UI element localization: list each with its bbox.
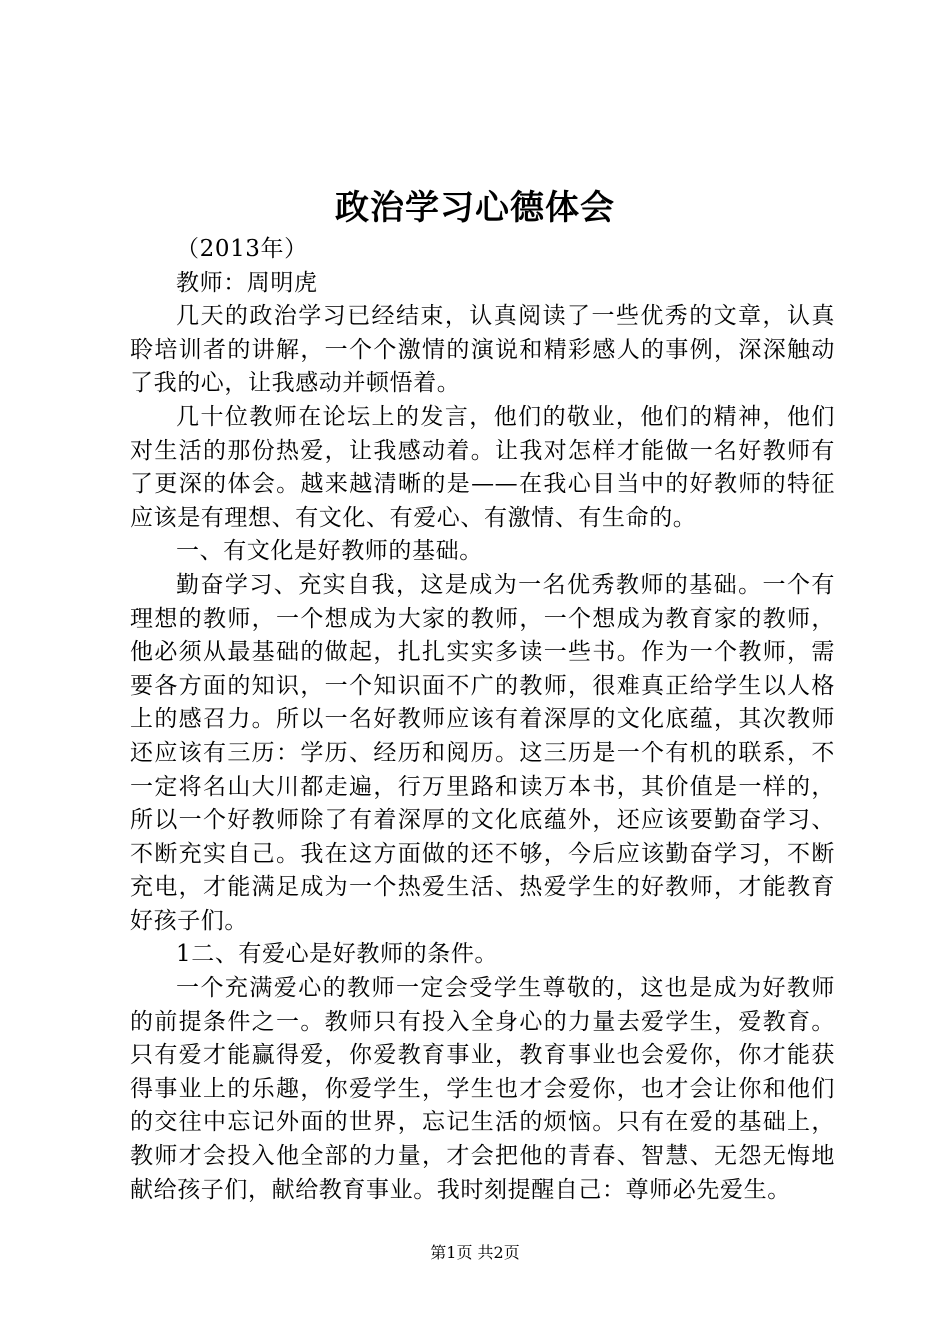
section-heading: 一、有文化是好教师的基础。 — [176, 538, 483, 565]
document-title: 政治学习心德体会 — [335, 188, 615, 228]
year-line: （2013年） — [176, 236, 308, 262]
paragraph: 几十位教师在论坛上的发言，他们的敬业，他们的精神，他们对生活的那份热爱，让我感动着。让我对怎样才能做一名好教师有了更深的体会。越来越清晰的是——在我心目当中的好教师的特征应该是有理想、有文化、有爱心、有激情、有生命的。 — [130, 403, 835, 531]
paragraph: 几天的政治学习已经结束，认真阅读了一些优秀的文章，认真聆培训者的讲解，一个个激情的演说和精彩感人的事例，深深触动了我的心，让我感动并顿悟着。 — [130, 303, 835, 397]
document-body — [130, 233, 835, 1207]
section-heading: 1二、有爱心是好教师的条件。 — [176, 941, 499, 968]
author-line: 教师：周明虎 — [176, 269, 318, 296]
paragraph: 一个充满爱心的教师一定会受学生尊敬的，这也是成为好教师的前提条件之一。教师只有投入全身心的力量去爱学生，爱教育。只有爱才能赢得爱，你爱教育事业，教育事业也会爱你，你才能获得事业上的乐趣，你爱学生，学生也才会爱你，也才会让你和他们的交往中忘记外面的世界，忘记生活的烦恼。只有在爱的基础上，教师才会投入他全部的力量，才会把他的青春、智慧、无怨无悔地献给孩子们，献给教育事业。我时刻提醒自己：尊师必先爱生。 — [130, 975, 835, 1203]
paragraph: 勤奋学习、充实自我，这是成为一名优秀教师的基础。一个有理想的教师，一个想成为大家的教师，一个想成为教育家的教师，他必须从最基础的做起，扎扎实实多读一些书。作为一个教师，需要各方面的知识，一个知识面不广的教师，很难真正给学生以人格上的感召力。所以一名好教师应该有着深厚的文化底蕴，其次教师还应该有三历：学历、经历和阅历。这三历是一个有机的联系，不一定将名山大川都走遍，行万里路和读万本书，其价值是一样的，所以一个好教师除了有着深厚的文化底蕴外，还应该要勤奋学习、不断充实自己。我在这方面做的还不够，今后应该勤奋学习，不断充电，才能满足成为一个热爱生活、热爱学生的好教师，才能教育好孩子们。 — [130, 571, 835, 934]
page-footer: 第1页 共2页 — [430, 1243, 520, 1262]
